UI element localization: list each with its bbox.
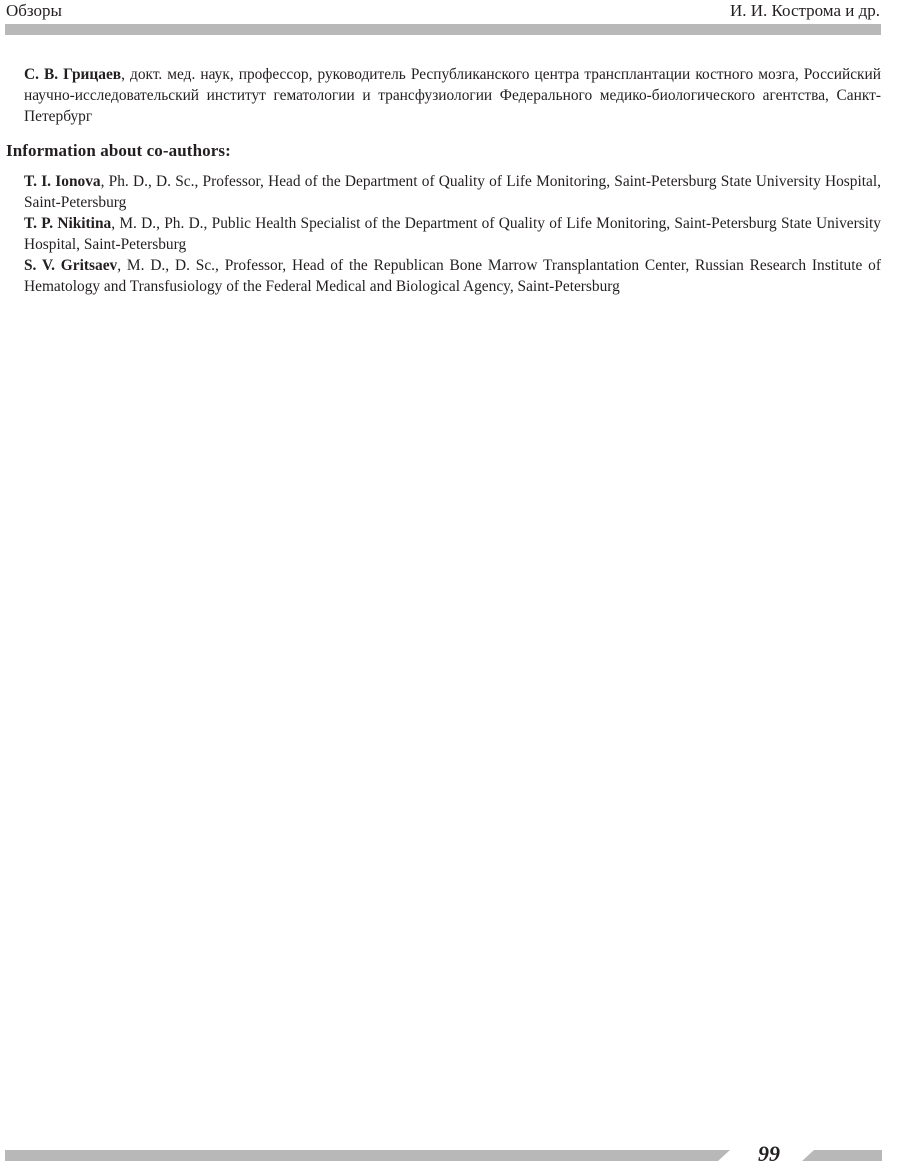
author-name: T. I. Ionova <box>24 173 101 190</box>
header-rule <box>5 24 881 35</box>
footer-rule-left <box>5 1150 730 1161</box>
running-header-section: Обзоры <box>6 1 62 20</box>
coauthors-heading: Information about co-authors: <box>6 141 231 160</box>
author-details: , M. D., Ph. D., Public Health Specialist of the Department of Quality of Life Monitoring, Saint-Petersburg State University Hospital, Saint-Petersburg <box>24 215 881 253</box>
author-details: , Ph. D., D. Sc., Professor, Head of the Department of Quality of Life Monitoring, Saint-Petersburg State University Hospital, Saint-Petersburg <box>24 173 881 211</box>
coauthor-entry <box>24 171 881 213</box>
page-number: 99 <box>758 1141 780 1166</box>
author-name: С. В. Грицаев <box>24 66 122 83</box>
running-header-authors: И. И. Кострома и др. <box>729 1 880 20</box>
author-name: S. V. Gritsaev <box>24 257 118 274</box>
ru-author-entry <box>24 64 881 127</box>
author-details: , докт. мед. наук, профессор, руководитель Республиканского центра трансплантации костного мозга, Российский научно-исследовательский институт гематологии и трансфузиологии Федерального медико-биологического агентства, Санкт-Петербург <box>24 66 881 125</box>
coauthor-entry <box>24 255 881 297</box>
coauthor-entry <box>24 213 881 255</box>
author-details: , M. D., D. Sc., Professor, Head of the Republican Bone Marrow Transplantation Center, Russian Research Institute of Hematology and Transfusiology of the Federal Medical and Biological Agency, Saint-Petersburg <box>24 257 881 295</box>
ru-author-info <box>24 64 881 127</box>
coauthors-list <box>24 171 881 297</box>
author-name: T. P. Nikitina <box>24 215 112 232</box>
footer-rule-right <box>802 1150 882 1161</box>
